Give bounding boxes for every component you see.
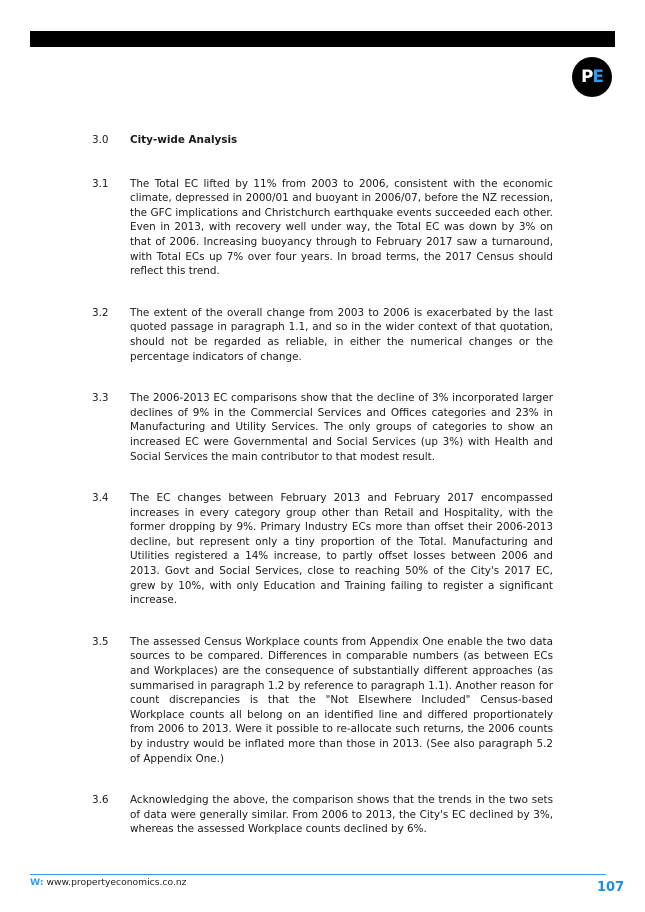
section-number: 3.0: [92, 134, 109, 146]
logo-letter-p: P: [580, 67, 593, 87]
paragraph-3-6: [92, 793, 553, 837]
web-label: W:: [30, 877, 44, 888]
page-number: 107: [597, 880, 625, 895]
paragraph-3-4: [92, 491, 553, 608]
paragraph-text: Acknowledging the above, the comparison shows that the trends in the two sets of data were generally similar. From 2006 to 2013, the City's EC declined by 3%, whereas the assessed Workplace counts declined by 6%.: [130, 794, 553, 836]
paragraph-3-2: [92, 306, 553, 364]
footer-divider: [30, 874, 606, 875]
section-title: City-wide Analysis: [130, 134, 238, 146]
paragraph-text: The Total EC lifted by 11% from 2003 to 2006, consistent with the economic climate, depressed in 2000/01 and buoyant in 2006/07, before the NZ recession, the GFC implications and Christchurch earthquake events succeeded each other. Even in 2013, with recovery well under way, the Total EC was down by 3% on that of 2006. Increasing buoyancy through to February 2017 saw a turnaround, with Total ECs up 7% over four years. In broad terms, the 2017 Census should reflect this trend.: [130, 177, 553, 278]
paragraph-3-5: [92, 635, 553, 766]
document-body: [92, 133, 553, 837]
website-link[interactable]: www.propertyeconomics.co.nz: [46, 877, 187, 888]
paragraph-number: 3.4: [92, 492, 109, 505]
footer-website: [30, 877, 187, 888]
paragraph-text: The EC changes between February 2013 and February 2017 encompassed increases in every category group other than Retail and Hospitality, with the former dropping by 9%. Primary Industry ECs more than offset their 2006-2013 decline, but represent only a tiny proportion of the Total. Manufacturing and Utilities registered a 14% increase, to partly offset losses between 2006 and 2013. Govt and Social Services, close to reaching 50% of the City's 2017 EC, grew by 10%, with only Education and Training failing to register a significant increase.: [130, 492, 553, 607]
company-logo: [572, 57, 612, 97]
paragraph-3-3: [92, 391, 553, 464]
paragraph-number: 3.3: [92, 392, 109, 405]
paragraph-number: 3.6: [92, 794, 109, 807]
paragraph-number: 3.1: [92, 177, 109, 190]
paragraph-text: The extent of the overall change from 2003 to 2006 is exacerbated by the last quoted passage in paragraph 1.1, and so in the wider context of that quotation, should not be regarded as reliable, in either the numerical changes or the percentage indicators of change.: [130, 306, 553, 363]
paragraph-number: 3.5: [92, 635, 109, 648]
paragraph-3-1: [92, 177, 553, 279]
paragraph-number: 3.2: [92, 306, 109, 319]
section-heading: [92, 133, 553, 148]
header-bar: [30, 31, 615, 47]
paragraph-text: The assessed Census Workplace counts from Appendix One enable the two data sources to be compared. Differences in comparable numbers (as between ECs and Workplaces) are the consequence of substantially different approaches (as summarised in paragraph 1.2 by reference to paragraph 1.1). Another reason for count discrepancies is that the "Not Elsewhere Included" Census-based Workplace counts all belong on an identified line and differed proportionately from 2006 to 2013. Were it possible to re-allocate such returns, the 2006 counts by industry would be inflated more than those in 2013. (See also paragraph 5.2 of Appendix One.): [130, 635, 553, 765]
paragraph-text: The 2006-2013 EC comparisons show that the decline of 3% incorporated larger declines of 9% in the Commercial Services and Offices categories and 23% in Manufacturing and Utility Services. The only groups of categories to show an increased EC were Governmental and Social Services (up 3%) with Health and Social Services the main contributor to that modest result.: [130, 392, 553, 463]
logo-letter-e: E: [592, 67, 604, 87]
